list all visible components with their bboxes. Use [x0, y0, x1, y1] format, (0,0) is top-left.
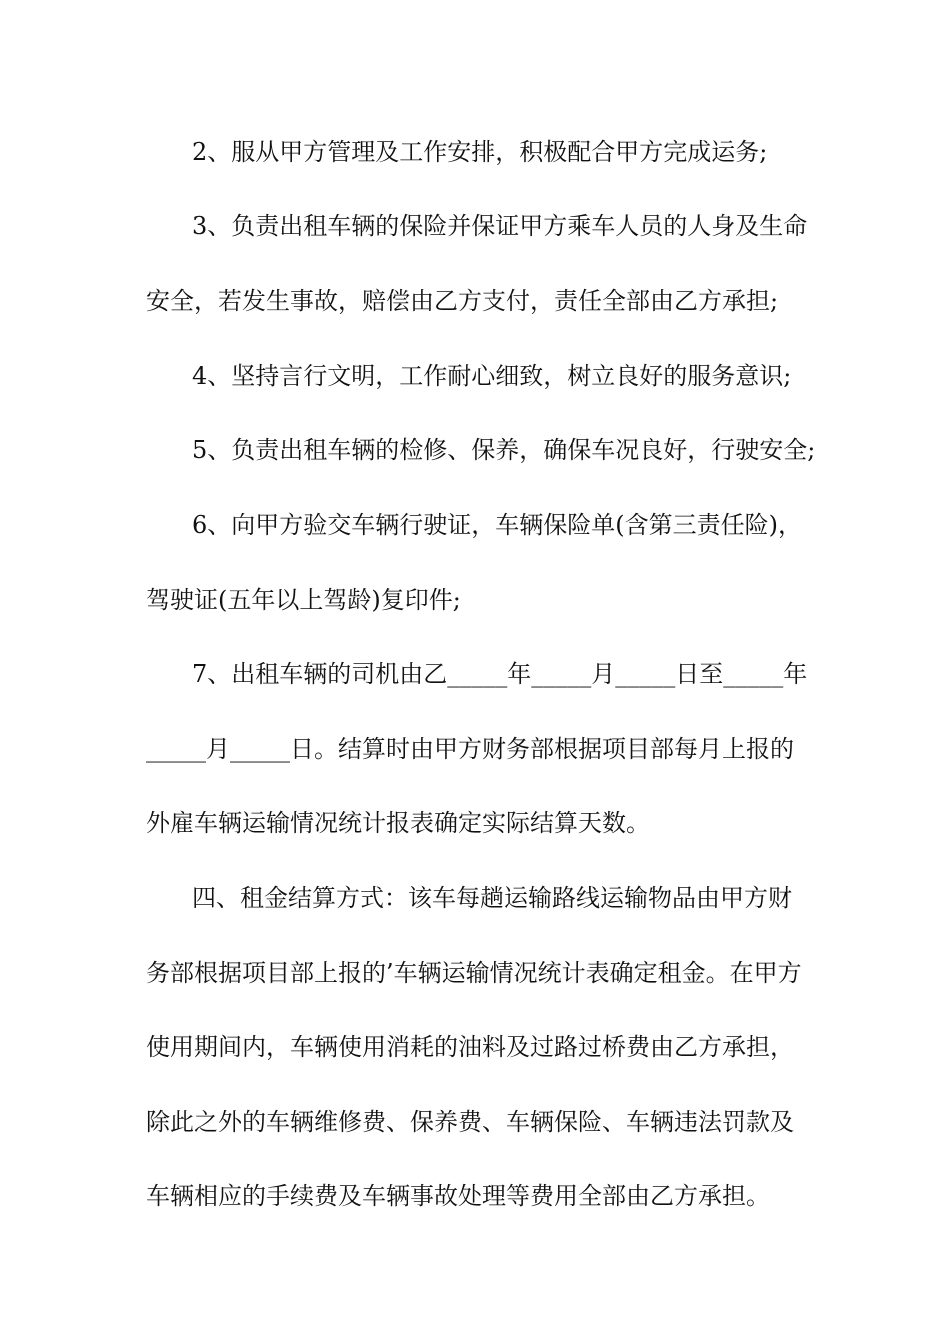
paragraph-line: 5、负责出租车辆的检修、保养，确保车况良好，行驶安全;	[192, 436, 816, 464]
paragraph-line: 外雇车辆运输情况统计报表确定实际结算天数。	[146, 809, 650, 837]
paragraph-line: 安全，若发生事故，赔偿由乙方支付，责任全部由乙方承担;	[146, 287, 779, 315]
paragraph-line: 务部根据项目部上报的’车辆运输情况统计表确定租金。在甲方	[146, 959, 802, 987]
paragraph-line: 2、服从甲方管理及工作安排，积极配合甲方完成运务;	[192, 138, 768, 166]
paragraph-line: _____月_____日。结算时由甲方财务部根据项目部每月上报的	[146, 735, 794, 763]
paragraph-line: 四、租金结算方式：该车每趟运输路线运输物品由甲方财	[192, 884, 792, 912]
paragraph-line: 7、出租车辆的司机由乙_____年_____月_____日至_____年	[192, 660, 808, 688]
paragraph-line: 驾驶证(五年以上驾龄)复印件;	[146, 586, 461, 614]
paragraph-line: 6、向甲方验交车辆行驶证，车辆保险单(含第三责任险)，	[192, 511, 802, 539]
paragraph-line: 3、负责出租车辆的保险并保证甲方乘车人员的人身及生命	[192, 212, 808, 240]
paragraph-line: 车辆相应的手续费及车辆事故处理等费用全部由乙方承担。	[146, 1182, 770, 1210]
paragraph-line: 4、坚持言行文明，工作耐心细致，树立良好的服务意识;	[192, 362, 792, 390]
paragraph-line: 使用期间内，车辆使用消耗的油料及过路过桥费由乙方承担，	[146, 1033, 794, 1061]
paragraph-line: 除此之外的车辆维修费、保养费、车辆保险、车辆违法罚款及	[146, 1108, 794, 1136]
